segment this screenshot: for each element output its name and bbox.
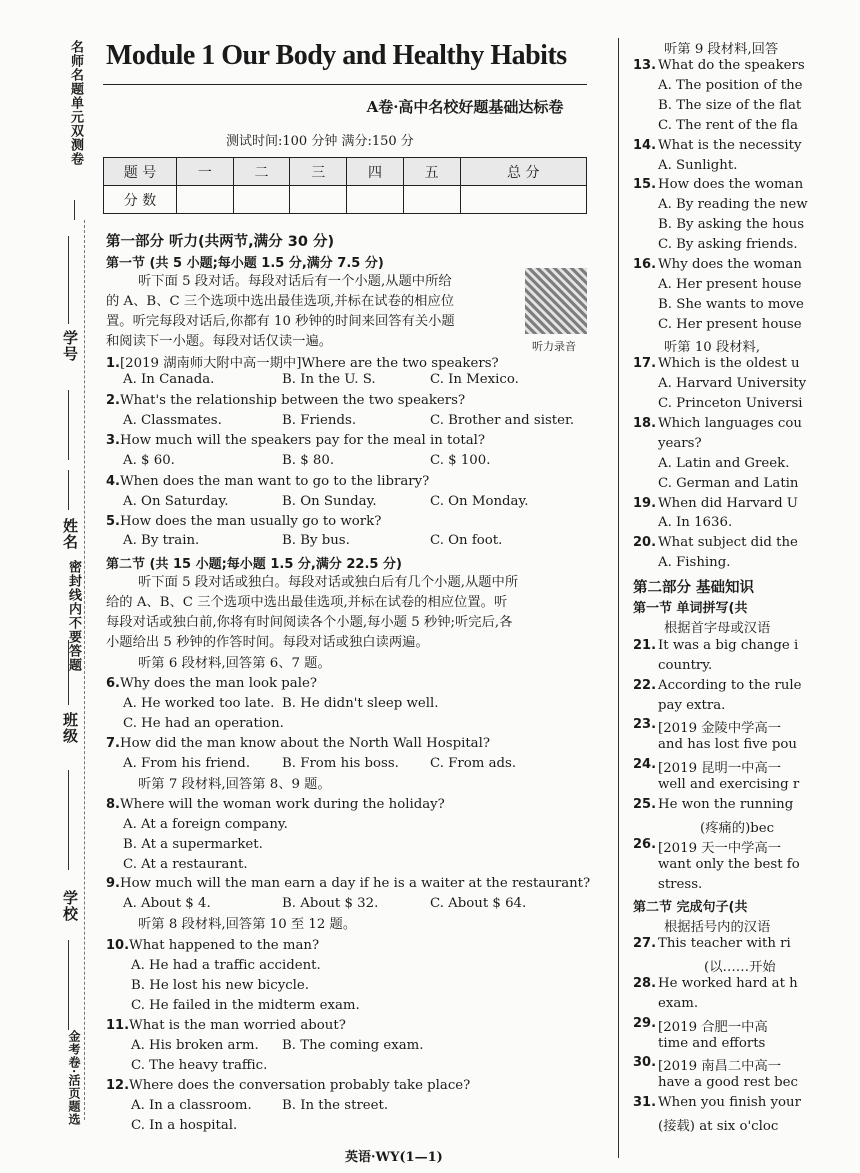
question-line: [2019 合肥一中高 xyxy=(658,1020,768,1035)
question-stem: 4.When does the man want to go to the library? xyxy=(106,474,430,489)
instruction-line: 每段对话或独白前,你将有时间阅读各个小题,每小题 5 秒钟;听完后,各 xyxy=(106,615,513,630)
question-stem: Why does the woman xyxy=(658,257,802,272)
question-number: 31. xyxy=(633,1095,657,1110)
question-line: stress. xyxy=(658,877,703,892)
score-row-label: 分 数 xyxy=(104,186,177,214)
option[interactable]: B. From his boss. xyxy=(282,756,399,771)
question-line: He won the running xyxy=(658,797,794,812)
question-number: 16. xyxy=(633,257,657,272)
option[interactable]: A. Classmates. xyxy=(123,413,222,428)
option[interactable]: B. In the street. xyxy=(282,1098,389,1113)
option[interactable]: C. By asking friends. xyxy=(658,237,798,252)
question-stem: Which languages cou xyxy=(658,416,802,431)
question-number: 30. xyxy=(633,1055,657,1070)
name-label: 姓名 xyxy=(61,518,79,550)
instruction-line: 的 A、B、C 三个选项中选出最佳选项,并标在试卷的相应位 xyxy=(106,294,455,309)
option[interactable]: A. Her present house xyxy=(658,277,802,292)
question-line: [2019 南昌二中高一 xyxy=(658,1059,782,1074)
option[interactable]: A. From his friend. xyxy=(123,756,251,771)
question-line: (以……开始 xyxy=(704,960,776,975)
student-id-label: 学号 xyxy=(61,330,79,362)
option[interactable]: A. He had a traffic accident. xyxy=(131,958,321,973)
option[interactable]: B. $ 80. xyxy=(282,453,335,468)
question-stem-cont: years? xyxy=(658,436,702,451)
question-line: pay extra. xyxy=(658,698,726,713)
option[interactable]: A. On Saturday. xyxy=(123,494,229,509)
listening-note: 听第 10 段材料, xyxy=(664,340,761,355)
option[interactable]: C. The rent of the fla xyxy=(658,118,798,133)
question-stem: 7.How did the man know about the North Wall Hospital? xyxy=(106,736,490,751)
section2-heading: 第二节 (共 15 小题;每小题 1.5 分,满分 22.5 分) xyxy=(106,557,402,572)
option[interactable]: B. He lost his new bicycle. xyxy=(131,978,309,993)
option[interactable]: B. Friends. xyxy=(282,413,357,428)
option[interactable]: A. In a classroom. xyxy=(131,1098,252,1113)
part1-heading: 第一部分 听力(共两节,满分 30 分) xyxy=(106,234,335,250)
option[interactable]: B. On Sunday. xyxy=(282,494,377,509)
score-header-cell: 二 xyxy=(233,158,290,186)
option[interactable]: B. By asking the hous xyxy=(658,217,805,232)
score-header-cell: 五 xyxy=(403,158,460,186)
option[interactable]: B. About $ 32. xyxy=(282,896,379,911)
question-line: and has lost five pou xyxy=(658,737,797,752)
question-number: 15. xyxy=(633,177,657,192)
option[interactable]: C. On foot. xyxy=(430,533,503,548)
question-number: 14. xyxy=(633,138,657,153)
option[interactable]: A. The position of the xyxy=(658,78,803,93)
option[interactable]: A. His broken arm. xyxy=(131,1038,259,1053)
right-column xyxy=(620,0,808,1173)
score-header-cell: 一 xyxy=(177,158,234,186)
question-stem: What do the speakers xyxy=(658,58,805,73)
option[interactable]: B. She wants to move xyxy=(658,297,804,312)
question-number: 21. xyxy=(633,638,657,653)
question-number: 24. xyxy=(633,757,657,772)
seal-warning: 密封线内不要答题 xyxy=(66,560,81,672)
question-stem: 1.[2019 湖南师大附中高一期中]Where are the two speakers? xyxy=(106,356,499,371)
instruction-line: 置。听完每段对话后,你都有 10 秒钟的时间来回答有关小题 xyxy=(106,314,455,329)
option[interactable]: B. By bus. xyxy=(282,533,350,548)
instruction-line: 和阅读下一小题。每段对话仅读一遍。 xyxy=(106,334,333,349)
option[interactable]: C. He had an operation. xyxy=(123,716,284,731)
option[interactable]: A. In Canada. xyxy=(123,372,215,387)
question-stem: 8.Where will the woman work during the holiday? xyxy=(106,797,445,812)
question-number: 18. xyxy=(633,416,657,431)
school-label: 学校 xyxy=(61,890,79,922)
option[interactable]: B. The size of the flat xyxy=(658,98,802,113)
option[interactable]: C. $ 100. xyxy=(430,453,491,468)
score-header-cell: 四 xyxy=(347,158,404,186)
option[interactable]: C. At a restaurant. xyxy=(123,857,248,872)
question-stem: Which is the oldest u xyxy=(658,356,800,371)
option[interactable]: C. Her present house xyxy=(658,317,802,332)
question-line: When you finish your xyxy=(658,1095,801,1110)
question-number: 19. xyxy=(633,496,657,511)
score-header-cell: 总 分 xyxy=(460,158,586,186)
option[interactable]: C. About $ 64. xyxy=(430,896,527,911)
question-stem: 2.What's the relationship between the two speakers? xyxy=(106,393,466,408)
option[interactable]: C. In Mexico. xyxy=(430,372,519,387)
instruction-line: 听下面 5 段对话。每段对话后有一个小题,从题中所给 xyxy=(138,274,452,289)
series-label: 名师名题单元双测卷 xyxy=(68,40,83,166)
option[interactable]: C. The heavy traffic. xyxy=(131,1058,268,1073)
question-number: 20. xyxy=(633,535,657,550)
listening-note: 听第 7 段材料,回答第 8、9 题。 xyxy=(138,777,331,792)
option[interactable]: A. At a foreign company. xyxy=(123,817,288,832)
question-number: 17. xyxy=(633,356,657,371)
question-number: 29. xyxy=(633,1016,657,1031)
section1-heading: 第一节 (共 5 小题;每小题 1.5 分,满分 7.5 分) xyxy=(106,256,384,271)
page-subtitle: A卷·高中名校好题基础达标卷 xyxy=(366,98,564,116)
listening-note: 听第 9 段材料,回答 xyxy=(664,42,779,57)
brand-label: 金考卷·活页题选 xyxy=(67,1030,81,1127)
instruction-line: 根据括号内的汉语 xyxy=(664,920,771,935)
score-header-cell: 三 xyxy=(290,158,347,186)
question-line: time and efforts xyxy=(658,1036,766,1051)
option[interactable]: C. German and Latin xyxy=(658,476,799,491)
part2-heading: 第二部分 基础知识 xyxy=(633,580,755,596)
question-line: (接载) at six o'cloc xyxy=(658,1119,779,1134)
time-info: 测试时间:100 分钟 满分:150 分 xyxy=(226,134,414,149)
option[interactable]: C. In a hospital. xyxy=(131,1118,238,1133)
option[interactable]: B. The coming exam. xyxy=(282,1038,424,1053)
question-stem: 6.Why does the man look pale? xyxy=(106,676,317,691)
option[interactable]: C. Brother and sister. xyxy=(430,413,575,428)
option[interactable]: A. $ 60. xyxy=(123,453,175,468)
question-stem: 3.How much will the speakers pay for the meal in total? xyxy=(106,433,486,448)
option[interactable]: A. By train. xyxy=(123,533,200,548)
option[interactable]: A. Harvard University xyxy=(658,376,807,391)
option[interactable]: C. On Monday. xyxy=(430,494,529,509)
option[interactable]: C. Princeton Universi xyxy=(658,396,803,411)
listening-note: 听第 6 段材料,回答第 6、7 题。 xyxy=(138,656,331,671)
question-stem: 9.How much will the man earn a day if he is a waiter at the restaurant? xyxy=(106,876,591,891)
option[interactable]: A. Sunlight. xyxy=(658,158,738,173)
option[interactable]: A. Fishing. xyxy=(658,555,731,570)
question-number: 25. xyxy=(633,797,657,812)
option[interactable]: B. He didn't sleep well. xyxy=(282,696,439,711)
listening-note: 听第 8 段材料,回答第 10 至 12 题。 xyxy=(138,917,357,932)
option[interactable]: A. About $ 4. xyxy=(123,896,211,911)
question-line: [2019 昆明一中高一 xyxy=(658,761,782,776)
page-title: Module 1 Our Body and Healthy Habits xyxy=(106,40,567,71)
question-number: 13. xyxy=(633,58,657,73)
question-stem: 11.What is the man worried about? xyxy=(106,1018,346,1033)
part2-sec2-heading: 第二节 完成句子(共 xyxy=(633,900,748,915)
question-stem: How does the woman xyxy=(658,177,804,192)
question-line: [2019 金陵中学高一 xyxy=(658,721,782,736)
option[interactable]: A. In 1636. xyxy=(658,515,733,530)
score-header-cell: 题 号 xyxy=(104,158,177,186)
question-stem: When did Harvard U xyxy=(658,496,799,511)
instruction-line: 给的 A、B、C 三个选项中选出最佳选项,并标在试卷的相应位置。听 xyxy=(106,595,508,610)
question-line: According to the rule xyxy=(658,678,802,693)
question-line: This teacher with ri xyxy=(658,936,791,951)
question-stem: What is the necessity xyxy=(658,138,802,153)
question-stem: 12.Where does the conversation probably take place? xyxy=(106,1078,471,1093)
option[interactable]: B. At a supermarket. xyxy=(123,837,263,852)
question-line: have a good rest bec xyxy=(658,1075,798,1090)
instruction-line: 根据首字母或汉语 xyxy=(664,621,771,636)
question-line: (疼痛的)bec xyxy=(700,821,775,836)
option[interactable]: C. He failed in the midterm exam. xyxy=(131,998,360,1013)
question-number: 28. xyxy=(633,976,657,991)
qr-caption: 听力录音 xyxy=(532,340,576,353)
option[interactable]: A. Latin and Greek. xyxy=(658,456,790,471)
question-stem: 10.What happened to the man? xyxy=(106,938,320,953)
question-line: exam. xyxy=(658,996,699,1011)
question-line: [2019 天一中学高一 xyxy=(658,841,782,856)
part2-sec1-heading: 第一节 单词拼写(共 xyxy=(633,601,748,616)
option[interactable]: B. In the U. S. xyxy=(282,372,376,387)
question-number: 26. xyxy=(633,837,657,852)
instruction-line: 听下面 5 段对话或独白。每段对话或独白后有几个小题,从题中所 xyxy=(138,575,519,590)
question-line: want only the best fo xyxy=(658,857,800,872)
question-number: 27. xyxy=(633,936,657,951)
question-stem: What subject did the xyxy=(658,535,798,550)
question-stem: 5.How does the man usually go to work? xyxy=(106,514,382,529)
page-footer: 英语·WY(1—1) xyxy=(345,1150,443,1165)
class-label: 班级 xyxy=(61,712,79,744)
question-number: 23. xyxy=(633,717,657,732)
option[interactable]: C. From ads. xyxy=(430,756,517,771)
question-line: It was a big change i xyxy=(658,638,799,653)
question-line: well and exercising r xyxy=(658,777,800,792)
question-line: country. xyxy=(658,658,713,673)
option[interactable]: A. By reading the new xyxy=(658,197,808,212)
option[interactable]: A. He worked too late. xyxy=(123,696,275,711)
instruction-line: 小题给出 5 秒钟的作答时间。每段对话或独白读两遍。 xyxy=(106,635,429,650)
question-line: He worked hard at h xyxy=(658,976,798,991)
question-number: 22. xyxy=(633,678,657,693)
